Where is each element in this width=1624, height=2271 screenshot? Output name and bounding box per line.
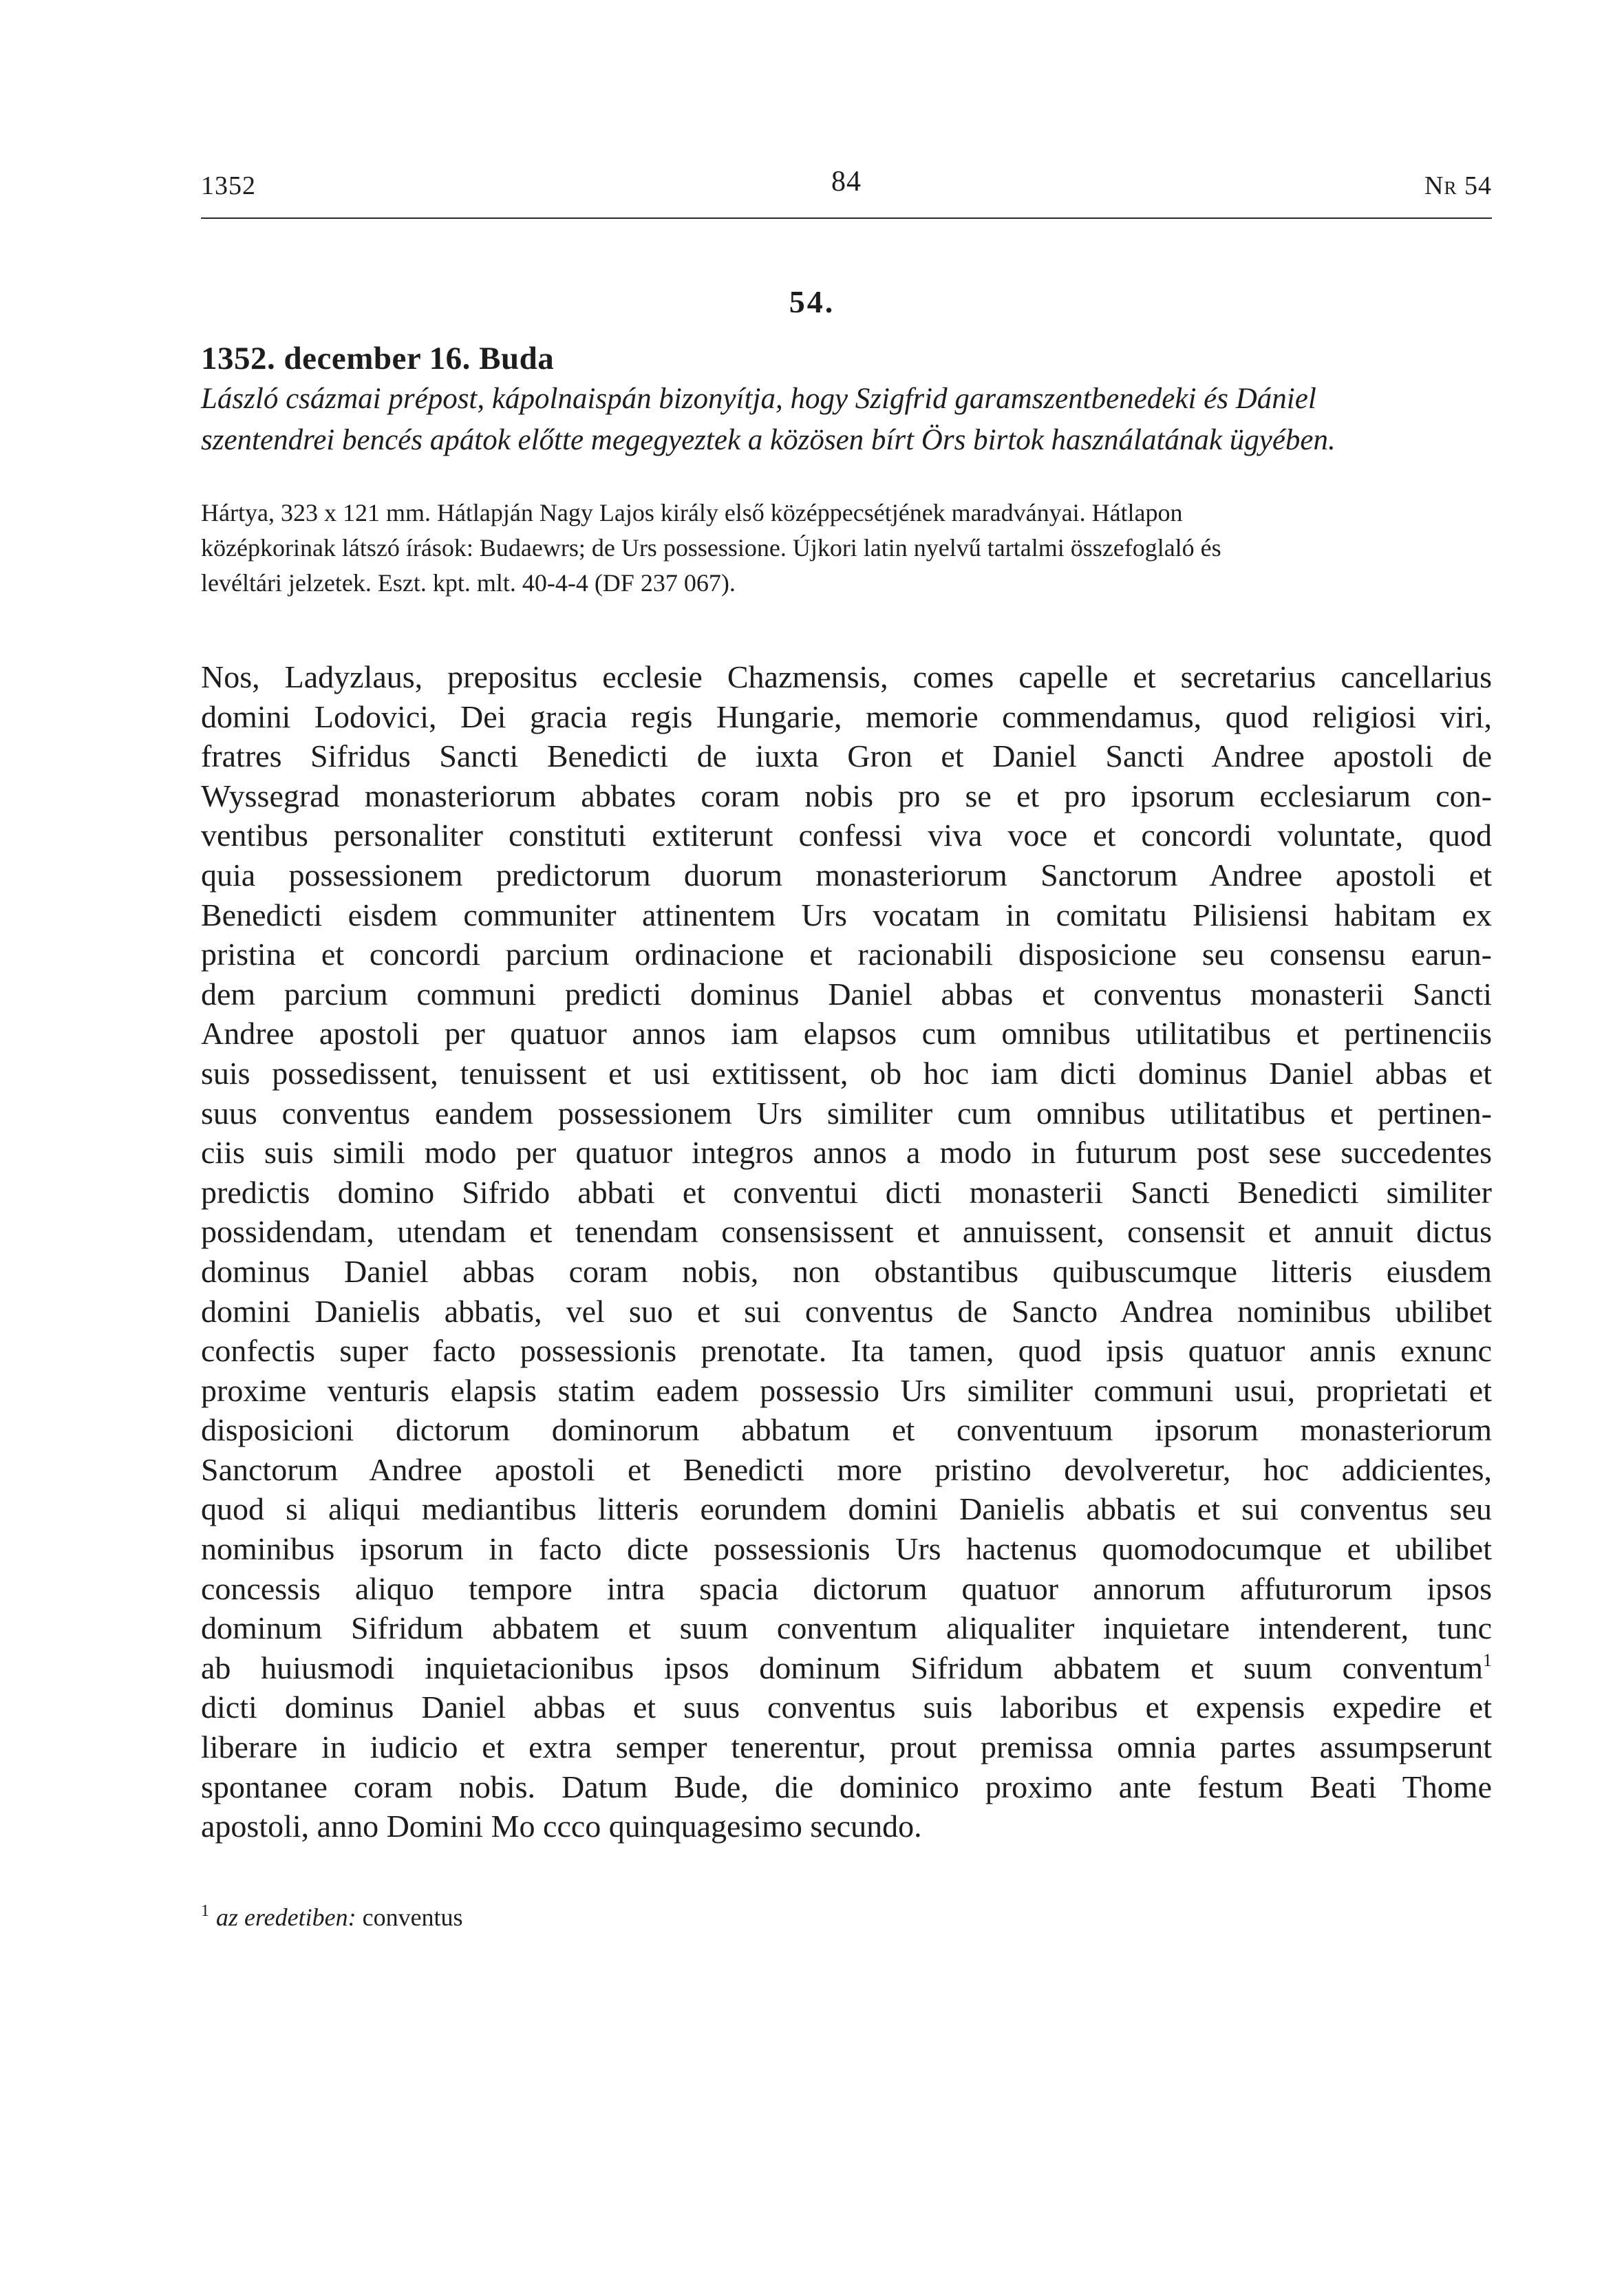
text-line: Wyssegrad monasteriorum abbates coram nobis pro se et pro ipsorum ecclesiarum con- [201,778,1492,813]
description-line: levéltári jelzetek. Eszt. kpt. mlt. 40-4-4 (DF 237 067). [201,569,736,597]
text-line: dicti dominus Daniel abbas et suus conventus suis laboribus et expensis expedire et [201,1689,1492,1725]
text-line: domini Danielis abbatis, vel suo et sui conventus de Sancto Andrea nominibus ubilibet [201,1293,1492,1329]
text-line: quod si aliqui mediantibus litteris eorundem domini Danielis abbatis et sui conventus seu [201,1491,1492,1527]
text-line: predictis domino Sifrido abbati et conventui dicti monasterii Sancti Benedicti similiter [201,1174,1492,1210]
regest [201,378,1492,461]
header-rule [201,217,1492,219]
text-line: suus conventus eandem possessionem Urs similiter cum omnibus utilitatibus et pertinen- [201,1095,1492,1131]
text-line: spontanee coram nobis. Datum Bude, die dominico proximo ante festum Beati Thome [201,1769,1492,1804]
footnote-number: 1 [201,1902,209,1920]
text-line: domini Lodovici, Dei gracia regis Hungarie, memorie commendamus, quod religiosi viri, [201,699,1492,734]
text-line: fratres Sifridus Sancti Benedicti de iuxta Gron et Daniel Sancti Andree apostoli de [201,738,1492,774]
text-line: nominibus ipsorum in facto dicte possessionis Urs hactenus quomodocumque et ubilibet [201,1531,1492,1567]
text-line: quia possessionem predictorum duorum monasteriorum Sanctorum Andree apostoli et [201,857,1492,893]
date-place: 1352. december 16. Buda [201,341,555,376]
description-line: középkorinak látszó írások: Budaewrs; de Urs possessione. Újkori latin nyelvű tartalmi összefoglaló és [201,534,1221,562]
header-year: 1352 [201,171,256,200]
text-line: concessis aliquo tempore intra spacia dictorum quatuor annorum affuturorum ipsos [201,1570,1492,1606]
header-document-ref: Nr 54 [1424,171,1492,200]
text-line: possidendam, utendam et tenendam consensissent et annuissent, consensit et annuit dictus [201,1214,1492,1250]
text-line: pristina et concordi parcium ordinacione et racionabili disposicione seu consensu earun- [201,937,1492,972]
text-line: Andree apostoli per quatuor annos iam elapsos cum omnibus utilitatibus et pertinenciis [201,1016,1492,1052]
text-line: suis possedissent, tenuissent et usi extitissent, ob hoc iam dicti dominus Daniel abbas et [201,1055,1492,1091]
description [201,495,1492,601]
text-line: ciis suis simili modo per quatuor integros annos a modo in futurum post sese succedentes [201,1135,1492,1171]
text-line-content: ab huiusmodi inquietacionibus ipsos dominum Sifridum abbatem et suum conventum [201,1650,1483,1685]
footnote [201,1903,463,1932]
footnote-label: az eredetiben: [216,1904,356,1931]
regest-line: László csázmai prépost, kápolnaispán bizonyítja, hogy Szigfrid garamszentbenedeki és Dániel [201,383,1316,415]
text-line: liberare in iudicio et extra semper tenerentur, prout premissa omnia partes assumpserunt [201,1729,1492,1765]
text-line: Benedicti eisdem communiter attinentem Urs vocatam in comitatu Pilisiensi habitam ex [201,897,1492,932]
footnote-reference[interactable]: 1 [1483,1650,1492,1670]
text-line: dominum Sifridum abbatem et suum conventum aliqualiter inquietare intenderent, tunc [201,1610,1492,1646]
description-line: Hártya, 323 x 121 mm. Hátlapján Nagy Lajos király első középpecsétjének maradványai. Hátlapon [201,499,1183,526]
regest-line: szentendrei bencés apátok előtte megegyeztek a közösen bírt Örs birtok használatának ügyében. [201,424,1336,456]
charter-text [201,657,1492,1846]
text-line: Sanctorum Andree apostoli et Benedicti more pristino devolveretur, hoc addicientes, [201,1451,1492,1487]
text-line: Nos, Ladyzlaus, prepositus ecclesie Chazmensis, comes capelle et secretarius cancellarius [201,659,1492,694]
text-line: ventibus personaliter constituti extiterunt confessi viva voce et concordi voluntate, quod [201,818,1492,853]
document-number: 54. [789,284,835,319]
text-line: confectis super facto possessionis prenotate. Ita tamen, quod ipsis quatuor annis exnunc [201,1333,1492,1369]
text-line: disposicioni dictorum dominorum abbatum et conventuum ipsorum monasteriorum [201,1412,1492,1448]
text-line: proxime venturis elapsis statim eadem possessio Urs similiter communi usui, proprietati et [201,1372,1492,1408]
header-page-number: 84 [831,166,862,198]
text-line: dominus Daniel abbas coram nobis, non obstantibus quibuscumque litteris eiusdem [201,1253,1492,1289]
text-line: apostoli, anno Domini Mo ccco quinquagesimo secundo. [201,1809,922,1844]
running-head [201,165,1492,213]
text-line-with-footnote [201,1648,1492,1688]
text-line: dem parcium communi predicti dominus Daniel abbas et conventus monasterii Sancti [201,976,1492,1012]
footnote-text: conventus [362,1904,463,1931]
